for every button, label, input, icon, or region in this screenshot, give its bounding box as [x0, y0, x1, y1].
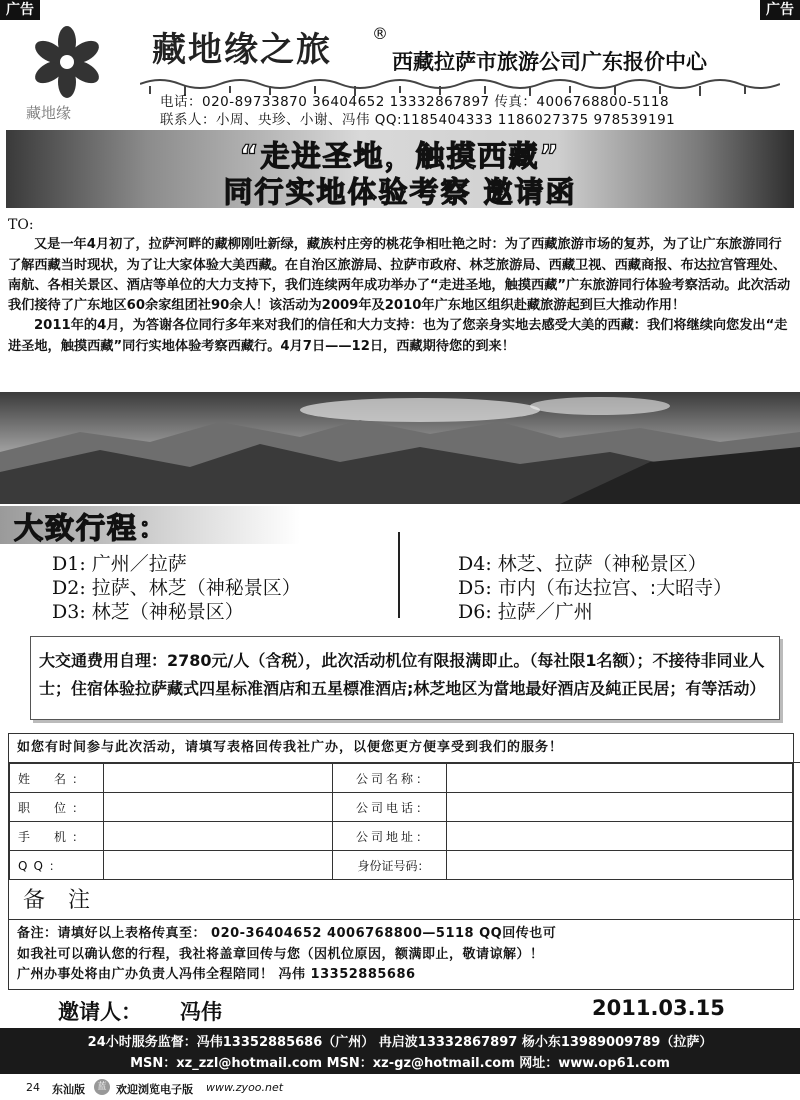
name-label: 姓 名：	[10, 764, 104, 793]
form-row	[10, 793, 793, 822]
company-address-label: 公司地址：	[333, 822, 447, 851]
brand-name: 藏地缘之旅	[152, 30, 332, 70]
position-field[interactable]	[104, 793, 333, 822]
welcome-text: 欢迎浏览电子版	[116, 1083, 193, 1096]
letter-paragraph-2: 2011年的4月，为答谢各位同行多年来对我们的信任和大力支持：也为了您亲身实地去感受大美的西藏：我们将继续向您发出“走进圣地，触摸西藏”同行实地体验考察西藏行。4月7日——12日，西藏期待您的到来！	[8, 318, 788, 354]
mountain-landscape-image	[0, 392, 800, 504]
itinerary-day: D4: 林芝、拉萨（神秘景区）	[458, 553, 707, 575]
registered-mark: ®	[372, 24, 388, 43]
itinerary-day: D3: 林芝（神秘景区）	[52, 601, 244, 623]
form-table	[9, 763, 793, 880]
form-header: 如您有时间参与此次活动，请填写表格回传我社广办，以便您更方便享受到我们的服务！	[9, 734, 800, 763]
edition-badge-icon: 蓝	[94, 1079, 110, 1095]
site-link[interactable]: www.zyoo.net	[206, 1081, 284, 1094]
registration-form	[8, 733, 794, 990]
company-phone-label: 公司电话：	[333, 793, 447, 822]
company-name-field[interactable]	[447, 764, 793, 793]
title-banner	[6, 130, 794, 208]
form-notes	[17, 924, 789, 986]
service-supervision-line: 24小时服务监督：冯伟13352885686（广州） 冉启波13332867897 杨小东13989009789（拉萨）	[87, 1035, 713, 1050]
id-number-field[interactable]	[447, 851, 793, 880]
position-label: 职 位：	[10, 793, 104, 822]
contact-people-line: 联系人：小周、央珍、小谢、冯伟 QQ:1185404333 1186027375 978539191	[160, 112, 676, 128]
form-row	[10, 764, 793, 793]
logo-text: 藏地缘	[26, 104, 72, 122]
itinerary-day: D6: 拉萨／广州	[458, 601, 593, 623]
mobile-field[interactable]	[104, 822, 333, 851]
notes-field[interactable]: 备 注	[9, 883, 800, 920]
header	[0, 20, 800, 130]
invitation-letter	[8, 215, 793, 357]
invitation-date: 2011.03.15	[592, 996, 725, 1020]
inviter-name: 冯伟	[180, 1000, 222, 1024]
note-line: 广州办事处将由广办负责人冯伟全程陪同！ 冯伟 13352885686	[17, 967, 416, 982]
itinerary-divider	[398, 532, 400, 618]
company-phone-field[interactable]	[447, 793, 793, 822]
letter-to: TO:	[8, 217, 34, 233]
service-footer	[0, 1028, 800, 1074]
brand-subtitle: 西藏拉萨市旅游公司广东报价中心	[392, 50, 707, 74]
flower-logo-icon	[22, 24, 112, 124]
qq-field[interactable]	[104, 851, 333, 880]
letter-paragraph-1: 又是一年4月初了，拉萨河畔的藏柳刚吐新绿，藏族村庄旁的桃花争相吐艳之时：为了西藏旅游市场的复苏，为了让广东旅游同行了解西藏当时现状，为了让大家体验大美西藏。在自治区旅游局、拉萨市政府、林芝旅游局、西藏卫视、西藏商报、布达拉宫管理处、南航、各相关景区、酒店等单位的大力支持下，我们连续两年成功举办了“走进圣地，触摸西藏”广东旅游同行体验考察活动。此次活动我们接待了广东地区60余家组团社90余人！该活动为2009年及2010年广东地区组织赴藏旅游起到巨大推动作用！	[8, 237, 791, 314]
ad-tag-right: 广告	[760, 0, 800, 20]
qq-label: QQ：	[10, 851, 104, 880]
msn-website-line: MSN：xz_zzl@hotmail.com MSN：xz-gz@hotmail.com 网址：www.op61.com	[130, 1056, 670, 1071]
mobile-label: 手 机：	[10, 822, 104, 851]
fee-notice-text: 大交通费用自理：2780元/人（含税），此次活动机位有限报满即止。（每社限1名额）；不接待非同业人士；住宿体验拉萨藏式四星标准酒店和五星標准酒店;林芝地区为當地最好酒店及純正民居；有等活动）	[39, 651, 766, 698]
inviter-label: 邀请人：	[58, 1000, 142, 1024]
page-number: 24	[26, 1081, 40, 1094]
itinerary-day: D2: 拉萨、林芝（神秘景区）	[52, 577, 301, 599]
ad-tag-left: 广告	[0, 0, 40, 20]
name-field[interactable]	[104, 764, 333, 793]
itinerary-day: D1: 广州／拉萨	[52, 553, 187, 575]
banner-title-line2: 同行实地体验考察 邀请函	[223, 175, 577, 208]
company-address-field[interactable]	[447, 822, 793, 851]
contact-phone-line: 电话：020-89733870 36404652 13332867897 传真：4006768800-5118	[160, 94, 670, 110]
form-row	[10, 822, 793, 851]
itinerary-title: 大致行程：	[14, 511, 170, 545]
company-name-label: 公司名称：	[333, 764, 447, 793]
edition-label: 东汕版	[52, 1083, 85, 1096]
note-line: 如我社可以确认您的行程，我社将盖章回传与您（因机位原因，额满即止，敬请谅解）！	[17, 946, 544, 962]
itinerary-day: D5: 市内（布达拉宫、:大昭寺）	[458, 577, 733, 599]
fee-notice-box	[30, 636, 780, 720]
itinerary-title-bar	[0, 506, 300, 544]
note-line: 备注：请填好以上表格传真至： 020-36404652 4006768800—5118 QQ回传也可	[17, 926, 557, 941]
banner-title-line1: “走进圣地，触摸西藏”	[239, 139, 561, 173]
form-row	[10, 851, 793, 880]
id-number-label: 身份证号码：	[333, 851, 447, 880]
